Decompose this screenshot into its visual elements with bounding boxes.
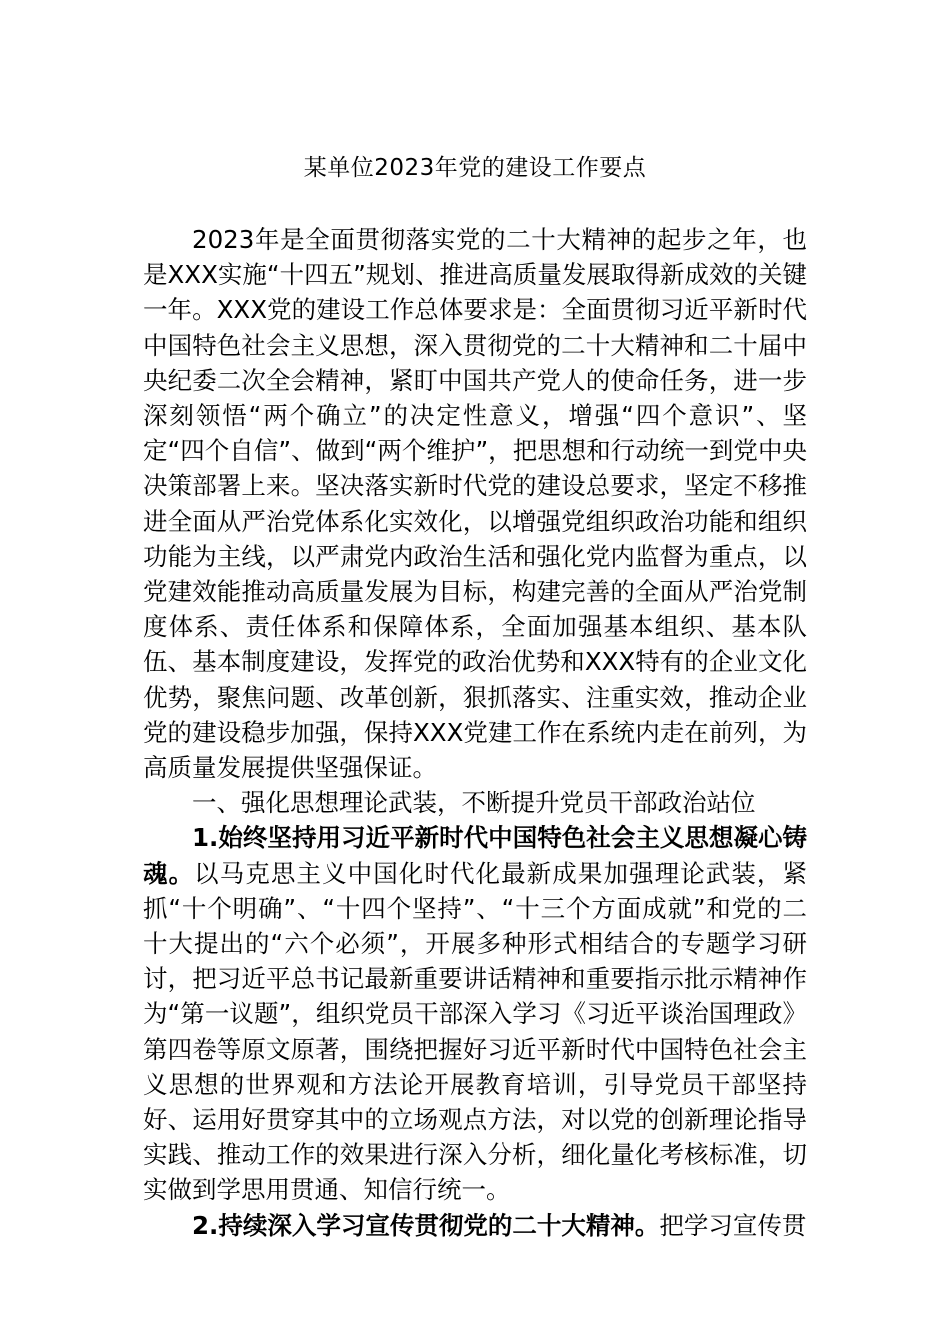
item-1-paragraph <box>143 820 807 1207</box>
item-1-body: 以马克思主义中国化时代化最新成果加强理论武装，紧抓“十个明确”、“十四个坚持”、“十三个方面成就”和党的二十大提出的“六个必须”，开展多种形式相结合的专题学习研讨，把习近平总书记最新重要讲话精神和重要指示批示精神作为“第一议题”，组织党员干部深入学习《习近平谈治国理政》第四卷等原文原著，围绕把握好习近平新时代中国特色社会主义思想的世界观和方法论开展教育培训，引导党员干部坚持好、运用好贯穿其中的立场观点方法，对以党的创新理论指导实践、推动工作的效果进行深入分析，细化量化考核标准，切实做到学思用贯通、知信行统一。 <box>143 858 808 1205</box>
intro-paragraph: 2023年是全面贯彻落实党的二十大精神的起步之年，也是XXX实施“十四五”规划、推进高质量发展取得新成效的关键一年。XXX党的建设工作总体要求是：全面贯彻习近平新时代中国特色社会主义思想，深入贯彻党的二十大精神和二十届中央纪委二次全会精神，紧盯中国共产党人的使命任务，进一步深刻领悟“两个确立”的决定性意义，增强“四个意识”、坚定“四个自信”、做到“两个维护”，把思想和行动统一到党中央决策部署上来。坚决落实新时代党的建设总要求，坚定不移推进全面从严治党体系化实效化，以增强党组织政治功能和组织功能为主线，以严肃党内政治生活和强化党内监督为重点，以党建效能推动高质量发展为目标，构建完善的全面从严治党制度体系、责任体系和保障体系，全面加强基本组织、基本队伍、基本制度建设，发挥党的政治优势和XXX特有的企业文化优势，聚焦问题、改革创新，狠抓落实、注重实效，推动企业党的建设稳步加强，保持XXX党建工作在系统内走在前列，为高质量发展提供坚强保证。 <box>143 225 807 783</box>
document-title: 某单位2023年党的建设工作要点 <box>303 155 647 181</box>
item-1-lead: 1.始终坚持用习近平新时代中国特色社会主义思想凝心铸魂。 <box>143 823 807 888</box>
item-2-paragraph <box>143 1208 807 1243</box>
section-heading: 一、强化思想理论武装，不断提升党员干部政治站位 <box>192 788 756 818</box>
item-2-body: 把学习宣传贯 <box>659 1210 807 1240</box>
document-page <box>143 150 807 1243</box>
document-body <box>143 222 807 1243</box>
item-2-lead: 2.持续深入学习宣传贯彻党的二十大精神。 <box>192 1210 660 1240</box>
